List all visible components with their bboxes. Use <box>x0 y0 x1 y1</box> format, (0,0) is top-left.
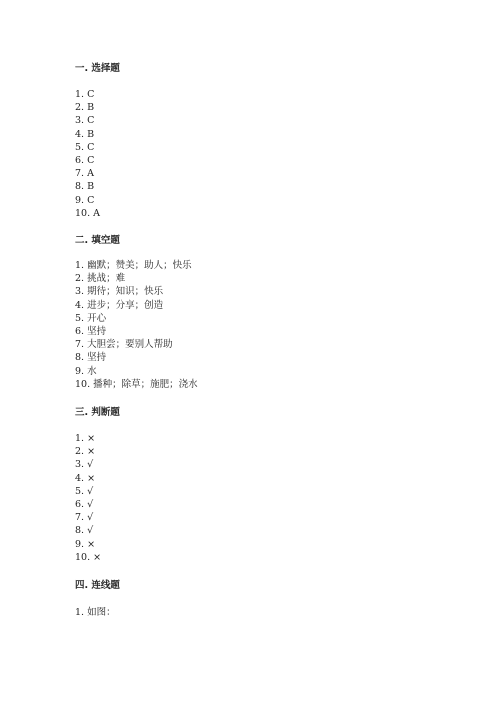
section-title-fill-blank: 二. 填空题 <box>75 235 120 247</box>
list-item: 1. C <box>75 89 95 100</box>
list-item: 3. √ <box>75 459 94 471</box>
list-item: 4. 进步；分享；创造 <box>75 299 164 311</box>
list-item: 2. 挑战；难 <box>75 273 126 285</box>
section-title-matching: 四. 连线题 <box>75 580 120 592</box>
list-item: 10. × <box>75 551 102 563</box>
list-item: 2. × <box>75 446 96 458</box>
list-item: 7. 大胆尝；要别人帮助 <box>75 339 173 351</box>
section-title-true-false: 三. 判断题 <box>75 407 120 419</box>
choice-answer-list <box>75 88 455 220</box>
list-item: 5. √ <box>75 485 94 497</box>
list-item: 9. × <box>75 538 96 550</box>
list-item: 8. 坚持 <box>75 352 107 364</box>
list-item: 7. √ <box>75 512 94 524</box>
list-item: 4. × <box>75 472 96 484</box>
list-item: 9. 水 <box>75 365 97 377</box>
list-item: 5. C <box>75 141 95 153</box>
list-item: 9. C <box>75 194 95 206</box>
answer-document <box>75 62 455 619</box>
list-item: 6. √ <box>75 499 94 511</box>
list-item: 5. 开心 <box>75 312 107 324</box>
list-item: 6. C <box>75 155 95 167</box>
matching-answer-list <box>75 606 455 619</box>
fill-blank-answer-list <box>75 259 455 391</box>
list-item: 1. 幽默；赞美；助人；快乐 <box>75 260 192 272</box>
list-item: 3. C <box>75 115 95 127</box>
list-item: 3. 期待；知识；快乐 <box>75 286 164 298</box>
true-false-answer-list <box>75 432 455 564</box>
list-item: 2. B <box>75 102 95 114</box>
list-item: 4. B <box>75 128 95 140</box>
list-item: 10. A <box>75 207 100 219</box>
section-title-choice: 一. 选择题 <box>75 63 120 74</box>
list-item: 6. 坚持 <box>75 326 107 338</box>
list-item: 1. × <box>75 433 96 445</box>
list-item: 1. 如图： <box>75 607 116 619</box>
list-item: 10. 播种；除草；施肥；浇水 <box>75 378 198 390</box>
list-item: 7. A <box>75 168 94 180</box>
list-item: 8. B <box>75 181 95 193</box>
list-item: 8. √ <box>75 525 94 537</box>
